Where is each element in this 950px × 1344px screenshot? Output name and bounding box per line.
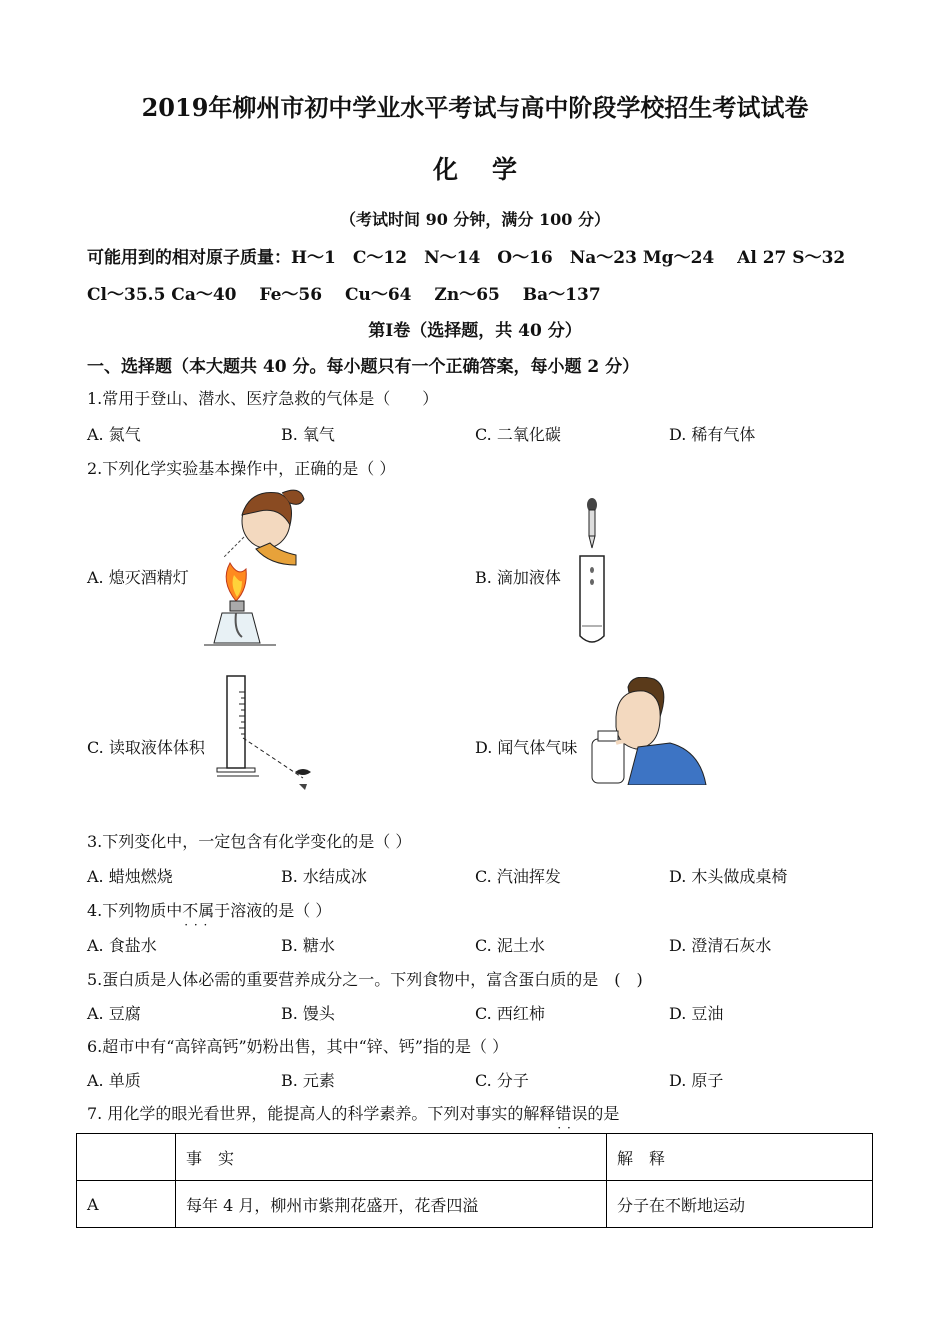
- question-4-option-d: D. 澄清石灰水: [669, 936, 772, 955]
- subject-title: 化学: [432, 155, 551, 184]
- question-4-stem-suffix: 溶液的是（ ）: [230, 901, 332, 920]
- question-4-stem-prefix: 4.下列物质中: [87, 901, 183, 920]
- exam-info: （考试时间 90 分钟，满分 100 分）: [340, 210, 610, 229]
- question-7-stem-prefix: 7. 用化学的眼光看世界，能提高人的科学素养。下列对事实的解释: [87, 1104, 556, 1123]
- question-4-emphasis: 不属于 · · ·: [182, 901, 230, 920]
- question-3-option-c: C. 汽油挥发: [475, 867, 561, 886]
- question-5-option-b: B. 馒头: [281, 1004, 335, 1023]
- table-header-cell: 事 实: [176, 1134, 607, 1181]
- alcohol-lamp-illustration: [200, 485, 310, 650]
- question-6-stem: 6.超市中有“高锌高钙”奶粉出售，其中“锌、钙”指的是（ ）: [87, 1037, 509, 1056]
- question-6-option-a: A. 单质: [87, 1071, 141, 1090]
- question-5-option-d: D. 豆油: [669, 1004, 724, 1023]
- table-row: [77, 1181, 873, 1228]
- question-5-stem: 5.蛋白质是人体必需的重要营养成分之一。下列食物中，富含蛋白质的是 ( ): [87, 970, 643, 989]
- question-7-stem-suffix: 的是: [587, 1104, 620, 1123]
- question-3-option-d: D. 木头做成桌椅: [669, 867, 788, 886]
- exam-title: 2019年柳州市初中学业水平考试与高中阶段学校招生考试试卷: [141, 93, 809, 122]
- smelling-gas-illustration: [588, 677, 708, 785]
- question-1-option-a: A. 氮气: [87, 425, 141, 444]
- graduated-cylinder-illustration: [215, 672, 325, 802]
- question-3-option-b: B. 水结成冰: [281, 867, 367, 886]
- atomic-masses-line-1: 可能用到的相对原子质量：H～1 C～12 N～14 O～16 Na～23 Mg～24 Al 27 S～32: [87, 248, 846, 268]
- question-6-option-d: D. 原子: [669, 1071, 724, 1090]
- question-5-option-a: A. 豆腐: [87, 1004, 141, 1023]
- question-2-option-c: C. 读取液体体积: [87, 738, 205, 757]
- table-cell: 每年 4 月，柳州市紫荆花盛开，花香四溢: [176, 1181, 607, 1228]
- question-4-option-c: C. 泥土水: [475, 936, 545, 955]
- table-cell: 分子在不断地运动: [607, 1181, 873, 1228]
- question-6-option-b: B. 元素: [281, 1071, 335, 1090]
- question-1-option-c: C. 二氧化碳: [475, 425, 561, 444]
- question-2-option-d: D. 闻气体气味: [475, 738, 578, 757]
- question-4-option-b: B. 糖水: [281, 936, 335, 955]
- question-1-stem: 1.常用于登山、潜水、医疗急救的气体是（ ）: [87, 389, 439, 408]
- question-3-stem: 3.下列变化中，一定包含有化学变化的是（ ）: [87, 832, 412, 851]
- atomic-masses-line-2: Cl～35.5 Ca～40 Fe～56 Cu～64 Zn～65 Ba～137: [87, 285, 601, 305]
- table-header-cell: 解 释: [607, 1134, 873, 1181]
- question-5-option-c: C. 西红柿: [475, 1004, 545, 1023]
- table-header-cell: [77, 1134, 176, 1181]
- part-title: 第Ⅰ卷（选择题，共 40 分）: [368, 321, 582, 341]
- question-1-option-b: B. 氧气: [281, 425, 335, 444]
- question-7-emphasis: 错误 · ·: [555, 1104, 587, 1123]
- question-2-option-b: B. 滴加液体: [475, 568, 561, 587]
- question-3-option-a: A. 蜡烛燃烧: [87, 867, 173, 886]
- table-cell: A: [77, 1181, 176, 1228]
- question-2-option-a: A. 熄灭酒精灯: [87, 568, 189, 587]
- dropper-test-tube-illustration: [570, 496, 620, 651]
- table-header-row: [77, 1134, 873, 1181]
- question-6-option-c: C. 分子: [475, 1071, 529, 1090]
- facts-table: [76, 1133, 873, 1228]
- section-title: 一、选择题（本大题共 40 分。每小题只有一个正确答案，每小题 2 分）: [87, 357, 640, 377]
- question-1-option-d: D. 稀有气体: [669, 425, 756, 444]
- question-2-stem: 2.下列化学实验基本操作中，正确的是（ ）: [87, 459, 396, 478]
- question-7-stem: [87, 1101, 619, 1124]
- question-4-stem: [87, 898, 331, 921]
- question-4-option-a: A. 食盐水: [87, 936, 157, 955]
